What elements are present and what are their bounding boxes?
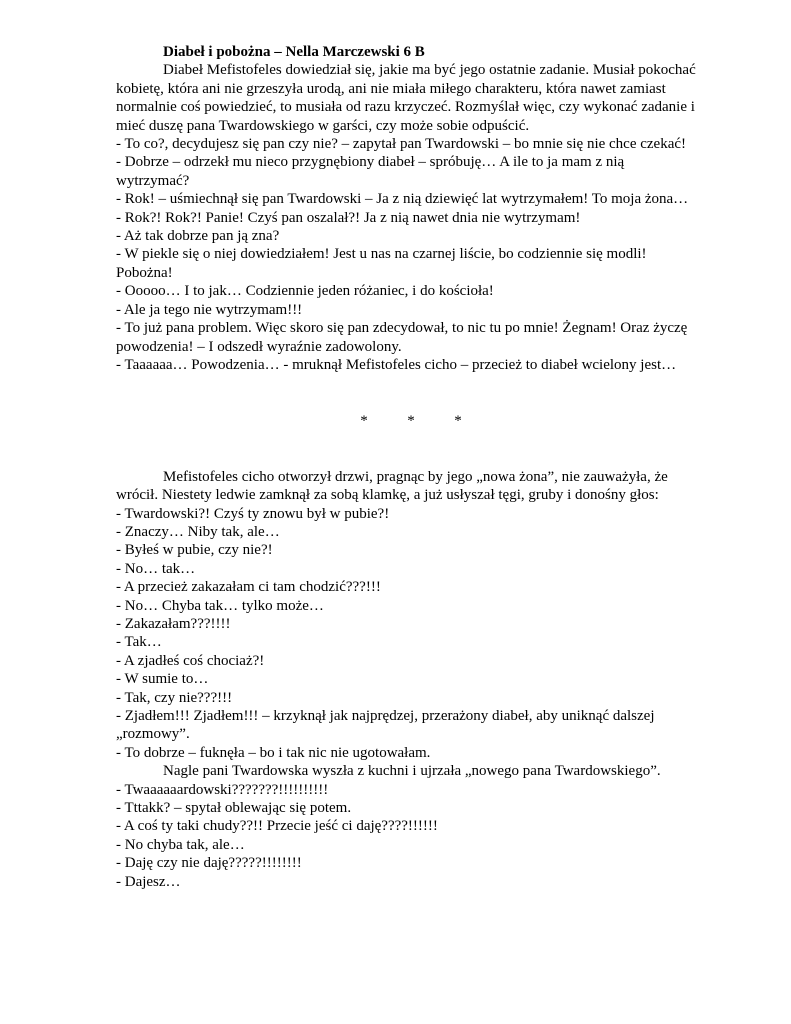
paragraph: - To już pana problem. Więc skoro się pan zdecydował, to nic tu po mnie! Żegnam! Oraz życzę powodzenia! – I odszedł wyraźnie zadowolony. [116,320,688,355]
separator-star: * [360,413,368,430]
paragraph: - Twaaaaaardowski???????!!!!!!!!!! [116,781,329,798]
separator-star: * [407,413,415,430]
paragraph: - Tak… [116,634,162,651]
paragraph: - W piekle się o niej dowiedziałem! Jest u nas na czarnej liście, bo codziennie się modli! Pobożna! [116,246,647,281]
paragraph: - No… Chyba tak… tylko może… [116,597,324,614]
paragraph: - Dajesz… [116,873,181,890]
document-page [116,43,696,891]
paragraph: - A przecież zakazałam ci tam chodzić???!!! [116,579,381,596]
paragraph: - No… tak… [116,560,196,577]
paragraph: - Twardowski?! Czyś ty znowu był w pubie?! [116,505,390,522]
paragraph: - Tak, czy nie???!!! [116,689,233,706]
story-part-1 [116,61,696,374]
paragraph: - Ale ja tego nie wytrzymam!!! [116,301,303,318]
paragraph: - To dobrze – fuknęła – bo i tak nic nie ugotowałam. [116,744,431,761]
paragraph: Nagle pani Twardowska wyszła z kuchni i ujrzała „nowego pana Twardowskiego”. [163,763,661,780]
paragraph: - Zakazałam???!!!! [116,615,231,632]
paragraph: - W sumie to… [116,671,209,688]
paragraph: - Ooooo… I to jak… Codziennie jeden różaniec, i do kościoła! [116,283,494,300]
document-title: Diabeł i pobożna – Nella Marczewski 6 B [163,44,425,60]
paragraph: - No chyba tak, ale… [116,836,245,853]
paragraph: - To co?, decydujesz się pan czy nie? – zapytał pan Twardowski – bo mnie się nie chce czekać! [116,136,687,153]
paragraph: - Aż tak dobrze pan ją zna? [116,228,280,245]
paragraph: - Dobrze – odrzekł mu nieco przygnębiony diabeł – spróbuję… A ile to ja mam z nią wytrzymać? [116,154,625,189]
paragraph: - Tttakk? – spytał oblewając się potem. [116,800,352,817]
paragraph: - Byłeś w pubie, czy nie?! [116,542,273,559]
paragraph: - Rok! – uśmiechnął się pan Twardowski – Ja z nią dziewięć lat wytrzymałem! To moja żona… [116,191,689,208]
section-separator [116,412,696,430]
paragraph: - A coś ty taki chudy??!! Przecie jeść ci daję????!!!!!! [116,818,438,835]
paragraph: Mefistofeles cicho otworzył drzwi, pragnąc by jego „nowa żona”, nie zauważyła, że wrócił. Niestety ledwie zamknął za sobą klamkę, a już usłyszał tęgi, gruby i donośny głos: [116,468,668,504]
paragraph: - Taaaaaa… Powodzenia… - mruknął Mefistofeles cicho – przecież to diabeł wcielony jest… [116,356,677,373]
separator-star: * [454,413,462,430]
paragraph: - Daję czy nie daję?????!!!!!!!! [116,855,302,872]
paragraph: - Zjadłem!!! Zjadłem!!! – krzyknął jak najprędzej, przerażony diabeł, aby uniknąć dalszej „rozmowy”. [116,707,655,743]
paragraph: Diabeł Mefistofeles dowiedział się, jakie ma być jego ostatnie zadanie. Musiał pokochać kobietę, która ani nie grzeszyła urodą, ani nie miała miłego charakteru, która nawet zamiast normalnie coś powiedzieć, to musiała od razu krzyczeć. Rozmyślał więc, czy wykonać zadanie i mieć duszę pana Twardowskiego w garści, czy może sobie odpuścić. [116,62,696,134]
story-part-2 [116,468,696,891]
paragraph: - Znaczy… Niby tak, ale… [116,523,280,540]
paragraph: - Rok?! Rok?! Panie! Czyś pan oszalał?! Ja z nią nawet dnia nie wytrzymam! [116,209,581,226]
paragraph: - A zjadłeś coś chociaż?! [116,652,265,669]
